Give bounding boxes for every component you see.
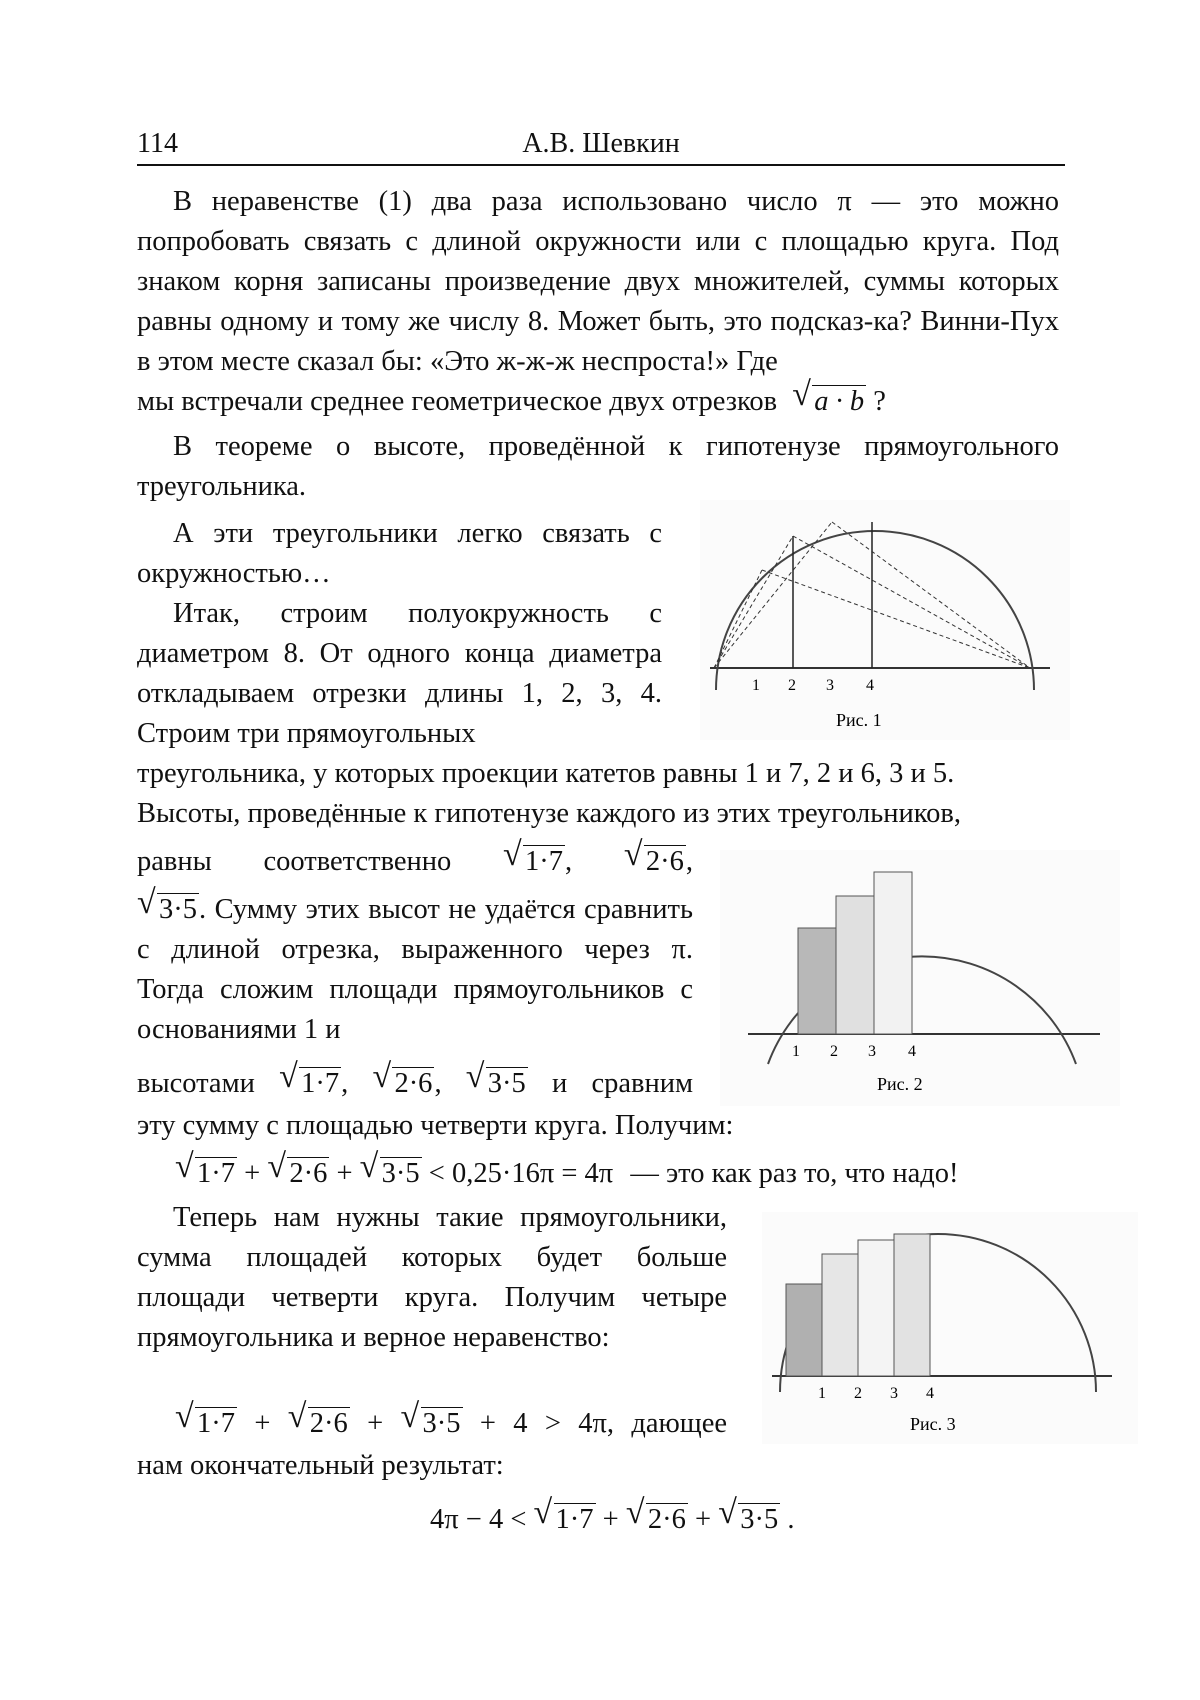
sqrt-3-5: √ 3·5 [137,884,197,925]
ineq1-sqrt-3-5: √ 3·5 [359,1148,420,1189]
sqrt-ab-expr: a · b [814,386,865,417]
ineq2-tail: + 4 > 4π, [479,1408,614,1439]
question-mark: ? [866,386,886,417]
heights-label: высотами [137,1068,255,1099]
ineq1-sqrt-1-7: √ 1·7 [175,1148,235,1189]
paragraph-1: В неравенстве (1) два раза использовано число π — это можно попробовать связать с длиной окружности или с площадью круга. Под знаком корня записаны произведение двух множителей, суммы которых равны одному и тому же числу 8. Может быть, это подсказ-ка? Винни-Пух в этом месте сказал бы: «Это ж-ж-ж неспроста!» Где [137,186,1059,377]
figure-1-tick-1: 1 [752,677,760,694]
ineq2-comment: дающее [631,1408,728,1439]
figure-3 [762,1212,1138,1444]
figure-3-tick-1: 1 [818,1385,826,1402]
paragraph-6: Теперь нам нужны такие прямоугольники, сумма площадей которых будет больше площади четверти круга. Получим четыре прямоугольника и верное неравенство: [137,1202,727,1353]
paragraph-7: нам окончательный результат: [137,1450,504,1481]
figure-2-tick-1: 1 [792,1043,800,1060]
figure-1-caption: Рис. 1 [836,710,882,730]
figure-1-tick-2: 2 [788,677,796,694]
figure-3-caption: Рис. 3 [910,1414,956,1434]
ineq1-tail: < 0,25·16π = 4π [428,1158,614,1189]
figure-3-tick-2: 2 [854,1385,862,1402]
figure-3-tick-4: 4 [926,1385,934,1402]
figure-3-rect-1 [786,1284,822,1376]
final-sqrt-2-6-expr: 2·6 [647,1504,686,1535]
sqrt-1-7-expr: 1·7 [525,846,564,877]
ineq1-sqrt-3-5-expr: 3·5 [381,1158,420,1189]
ineq2-sqrt-3-5: √ 3·5 [400,1398,461,1439]
figure-3-rect-2 [822,1254,858,1376]
figure-3-tick-3: 3 [890,1385,898,1402]
ineq1-comment: — это как раз то, что надо! [630,1158,959,1189]
figure-2-background [720,850,1120,1106]
final-sqrt-1-7: √ 1·7 [533,1494,594,1535]
ineq2-sqrt-1-7-expr: 1·7 [197,1408,235,1439]
figure-1-tick-3: 3 [826,677,834,694]
and-compare: и сравним [552,1068,694,1099]
author-name: А.В. Шевкин [522,128,680,159]
paragraph-5-line-last: эту сумму с площадью четверти круга. Получим: [137,1110,734,1141]
final-sqrt-1-7-expr: 1·7 [555,1504,594,1535]
figure-2-rect-1 [798,928,836,1034]
paragraph-3: А эти треугольники легко связать с окружностью… [137,518,662,589]
paragraph-4: Итак, строим полуокружность с диаметром 8. От одного конца диаметра откладываем отрезки длины 1, 2, 3, 4. Строим три прямоугольных [137,598,662,749]
figure-3-rect-3 [858,1240,894,1376]
paragraph-5-line-1: Высоты, проведённые к гипотенузе каждого из этих треугольников, [137,798,961,829]
figure-1-background [700,500,1070,740]
final-sqrt-3-5: √ 3·5 [718,1494,779,1535]
paragraph-5-line-2: равны соответственно √ 1·7, √ 2·6, [137,842,693,882]
ineq2-sqrt-3-5-expr: 3·5 [422,1408,461,1439]
sqrt-1-7-b: √ 1·7 [279,1058,340,1099]
sqrt-2-6-b: √ 2·6 [372,1058,433,1099]
ineq1-sqrt-2-6: √ 2·6 [267,1148,328,1189]
final-inequality: 4π − 4 < √ 1·7 + √ 2·6 + √ 3·5 . [430,1500,794,1540]
figure-2 [720,850,1120,1106]
paragraph-4-continued: треугольника, у которых проекции катетов равны 1 и 7, 2 и 6, 3 и 5. [137,758,955,789]
ineq1-sqrt-1-7-expr: 1·7 [197,1158,235,1189]
sqrt-3-5-b-expr: 3·5 [487,1068,526,1099]
sqrt-2-6-b-expr: 2·6 [394,1068,433,1099]
paragraph-5-body [137,884,693,1050]
figure-1-tick-4: 4 [866,677,874,694]
ineq2-sqrt-2-6-expr: 2·6 [309,1408,348,1439]
sqrt-1-7: √ 1·7 [503,836,564,877]
final-head: 4π − 4 < [430,1504,527,1535]
sqrt-1-7-b-expr: 1·7 [301,1068,340,1099]
figure-2-tick-3: 3 [868,1043,876,1060]
ineq2-sqrt-1-7: √ 1·7 [175,1398,235,1439]
page-number: 114 [137,128,178,159]
figure-1 [700,500,1070,740]
ineq1-sqrt-2-6-expr: 2·6 [289,1158,328,1189]
figure-2-tick-4: 4 [908,1043,916,1060]
final-sqrt-2-6: √ 2·6 [625,1494,686,1535]
sqrt-ab: √ a · b [792,376,865,417]
figure-2-caption: Рис. 2 [877,1074,923,1094]
final-sqrt-3-5-expr: 3·5 [740,1504,779,1535]
sqrt-2-6: √ 2·6 [623,836,684,877]
paragraph-2: В теореме о высоте, проведённой к гипотенузе прямоугольного треугольника. [137,431,1059,502]
sqrt-3-5-b: √ 3·5 [465,1058,526,1099]
paragraph-5-line-heights: высотами √ 1·7, √ 2·6, √ 3·5 и сравним [137,1064,693,1104]
figure-2-tick-2: 2 [830,1043,838,1060]
sqrt-2-6-expr: 2·6 [645,846,684,877]
final-period: . [787,1504,795,1535]
ineq2-sqrt-2-6: √ 2·6 [287,1398,348,1439]
figure-3-rect-4 [894,1234,930,1376]
figure-2-rect-2 [836,896,874,1034]
inequality-2: √ 1·7 + √ 2·6 + √ 3·5 + 4 > 4π, дающее [175,1404,727,1444]
inequality-1: √ 1·7 + √ 2·6 + √ 3·5 < 0,25·16π = 4π — это как раз то, что надо! [175,1154,958,1194]
sqrt-3-5-expr: 3·5 [159,894,197,925]
figure-2-rect-3 [874,872,912,1034]
heights-text: равны соответственно [137,846,452,877]
paragraph-1-last-text: мы встречали среднее геометрическое двух отрезков [137,386,778,417]
paragraph-5-text: . Сумму этих высот не удаётся сравнить с длиной отрезка, выраженного через π. Тогда сложим площади прямоугольников с основаниями 1 и [137,894,693,1045]
running-header [137,124,1065,166]
paragraph-1-last-line [137,376,886,422]
